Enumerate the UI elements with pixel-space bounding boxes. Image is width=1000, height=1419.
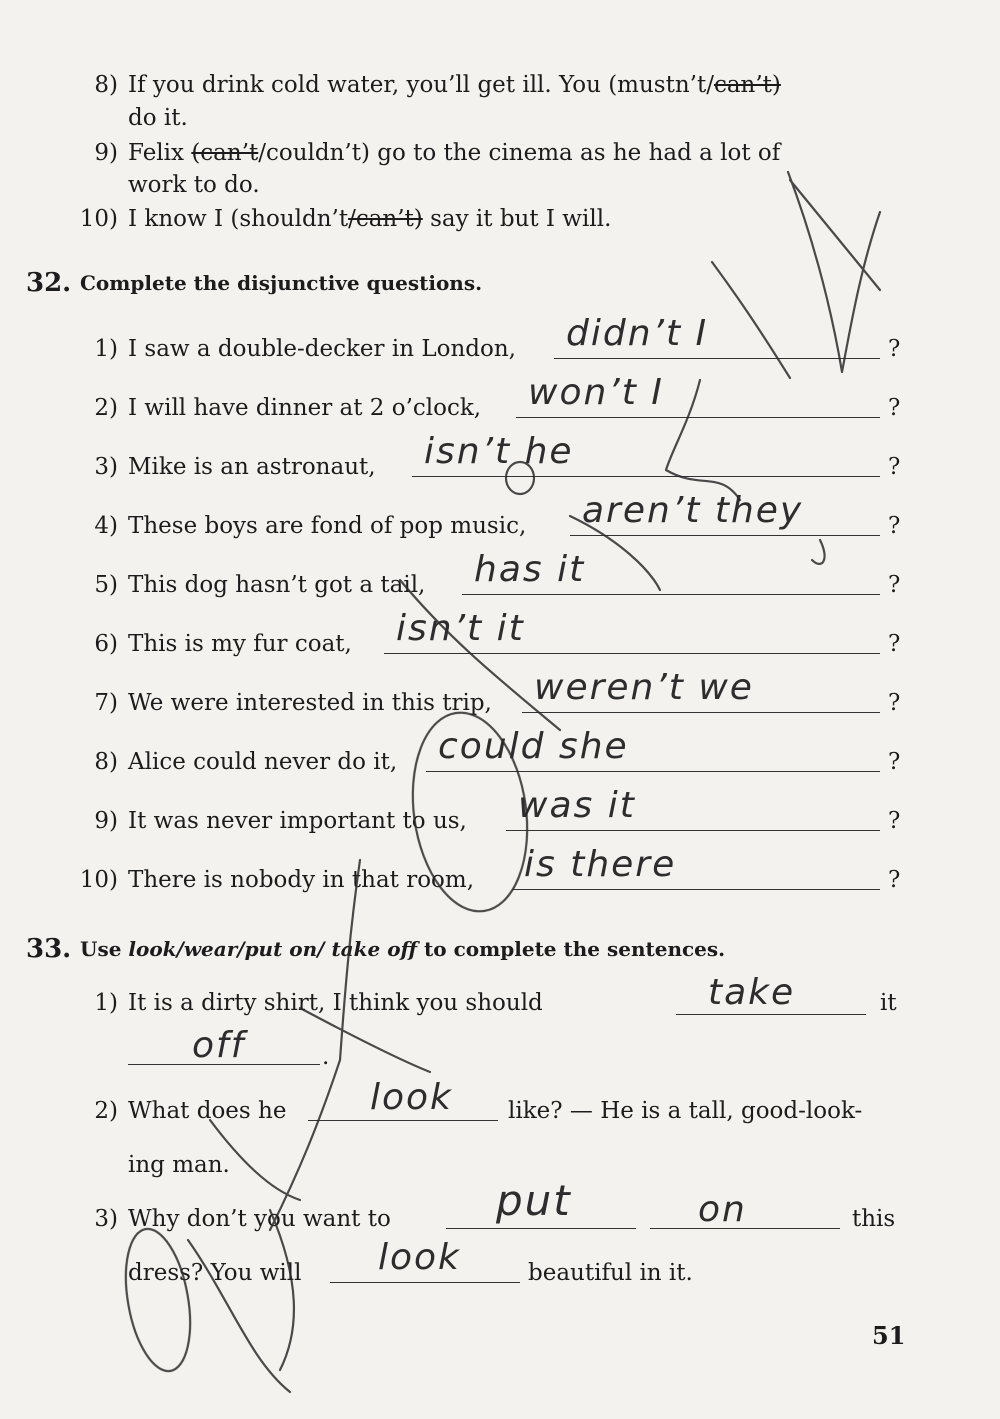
s33-item-3-text-cont: this — [852, 1206, 896, 1232]
s32-item-text: Alice could never do it, — [128, 749, 398, 775]
prev-item-8-number: 8) — [94, 72, 118, 98]
s33-item-3-answer-2: on — [698, 1189, 747, 1230]
s32-item-question-mark: ? — [888, 395, 901, 421]
s33-item-1-number: 1) — [94, 990, 118, 1016]
s33-item-1-text-end: it — [880, 990, 897, 1016]
prev-item-9-number: 9) — [94, 140, 118, 166]
section-32-number: 32. — [26, 268, 72, 298]
s32-item-answer: aren’t they — [582, 490, 804, 531]
s32-item-number: 6) — [94, 631, 118, 657]
s32-item-question-mark: ? — [888, 336, 901, 362]
s32-item-question-mark: ? — [888, 631, 901, 657]
prev-item-10-number: 10) — [79, 206, 118, 232]
s32-item-text: It was never important to us, — [128, 808, 467, 834]
page-number: 51 — [872, 1321, 906, 1350]
s32-item-number: 5) — [94, 572, 118, 598]
s32-item-question-mark: ? — [888, 690, 901, 716]
s33-item-3-text-end: beautiful in it. — [528, 1260, 693, 1286]
s32-item-number: 7) — [94, 690, 118, 716]
s33-item-3-answer-1: put — [496, 1176, 572, 1225]
s32-item-answer: was it — [518, 785, 636, 826]
s32-item-answer: won’t I — [528, 372, 664, 413]
prev-item-8-text: If you drink cold water, you’ll get ill. You (mustn’t/can’t) — [128, 72, 781, 98]
s33-item-3-answer-3: look — [378, 1237, 461, 1278]
s32-item-text: This is my fur coat, — [128, 631, 352, 657]
s33-item-2-text-end: ing man. — [128, 1152, 230, 1178]
s32-item-number: 1) — [94, 336, 118, 362]
s33-item-2-number: 2) — [94, 1098, 118, 1124]
s32-item-answer: isn’t it — [396, 608, 525, 649]
section-33-title: Use look/wear/put on/ take off to complete the sentences. — [80, 937, 726, 961]
s32-item-number: 3) — [94, 454, 118, 480]
s33-item-3-number: 3) — [94, 1206, 118, 1232]
s33-item-1-answer-2: off — [192, 1025, 246, 1066]
s33-item-2-answer: look — [370, 1077, 453, 1118]
s32-item-question-mark: ? — [888, 749, 901, 775]
s32-item-question-mark: ? — [888, 572, 901, 598]
s32-item-answer: isn’t he — [424, 431, 574, 472]
s32-item-number: 9) — [94, 808, 118, 834]
s32-item-answer: has it — [474, 549, 586, 590]
s32-item-answer: didn’t I — [566, 313, 709, 354]
s32-item-answer: weren’t we — [534, 667, 754, 708]
s33-item-1-text: It is a dirty shirt, I think you should — [128, 990, 543, 1016]
s32-item-text: These boys are fond of pop music, — [128, 513, 527, 539]
prev-item-10-text: I know I (shouldn’t/can’t) say it but I will. — [128, 206, 612, 232]
s32-item-question-mark: ? — [888, 808, 901, 834]
s32-item-number: 10) — [79, 867, 118, 893]
s33-item-2-text-cont: like? — He is a tall, good-look- — [508, 1098, 863, 1124]
s32-item-text: Mike is an astronaut, — [128, 454, 376, 480]
s33-item-3-text: Why don’t you want to — [128, 1206, 391, 1232]
s32-item-text: There is nobody in that room, — [128, 867, 475, 893]
section-32-title: Complete the disjunctive questions. — [80, 271, 483, 295]
s32-item-question-mark: ? — [888, 867, 901, 893]
s32-item-number: 2) — [94, 395, 118, 421]
s32-item-text: We were interested in this trip, — [128, 690, 492, 716]
prev-item-8-text-cont: do it. — [128, 105, 188, 131]
prev-item-9-text-cont: work to do. — [128, 172, 260, 198]
s32-item-number: 4) — [94, 513, 118, 539]
section-33-number: 33. — [26, 934, 72, 964]
prev-item-9-text: Felix (can’t/couldn’t) go to the cinema as he had a lot of — [128, 140, 781, 166]
s32-item-text: This dog hasn’t got a tail, — [128, 572, 426, 598]
s32-item-answer: is there — [524, 844, 677, 885]
s32-item-question-mark: ? — [888, 513, 901, 539]
s32-item-text: I will have dinner at 2 o’clock, — [128, 395, 482, 421]
s32-item-text: I saw a double-decker in London, — [128, 336, 516, 362]
s32-item-answer: could she — [438, 726, 629, 767]
s32-item-question-mark: ? — [888, 454, 901, 480]
s33-item-1-period: . — [322, 1044, 330, 1070]
s32-item-number: 8) — [94, 749, 118, 775]
s33-item-2-text: What does he — [128, 1098, 287, 1124]
s33-item-3-text-2: dress? You will — [128, 1260, 302, 1286]
s33-item-1-answer-1: take — [708, 972, 796, 1013]
